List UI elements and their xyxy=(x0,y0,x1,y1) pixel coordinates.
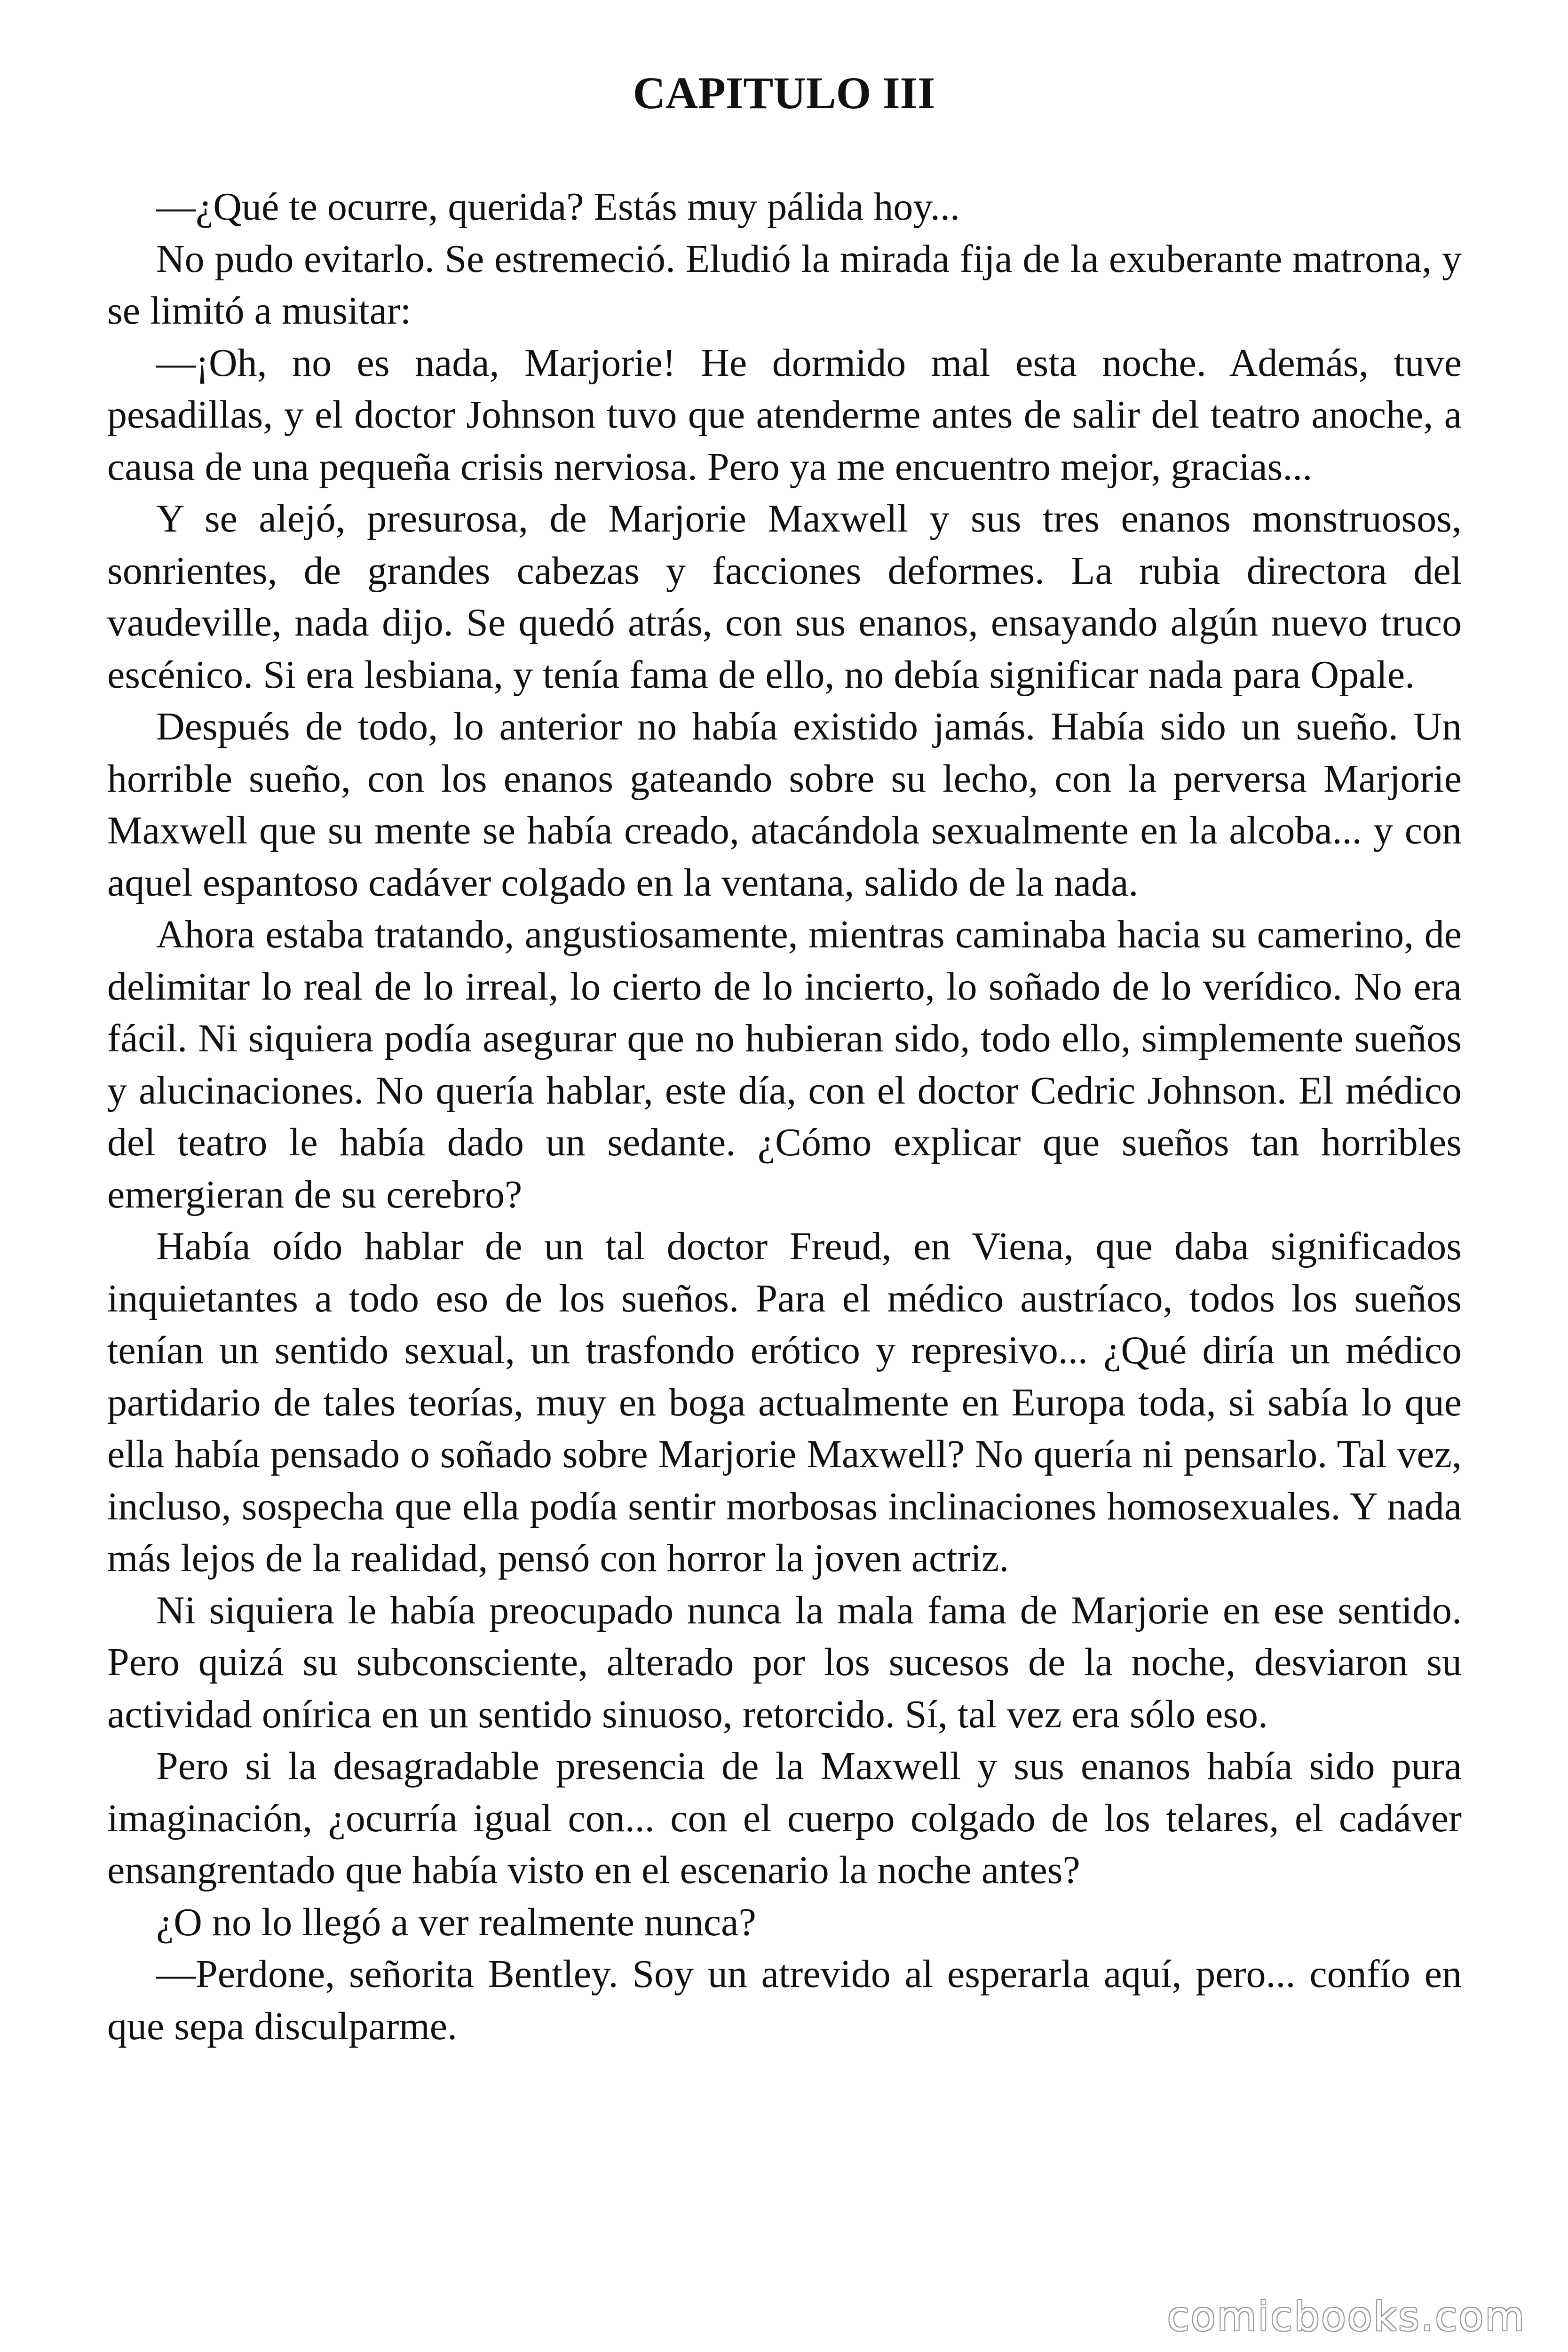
paragraph: Después de todo, lo anterior no había existido jamás. Había sido un sueño. Un horrible sueño, con los enanos gateando sobre su lecho, con la perversa Marjorie Maxwell que su mente se había creado, atacándola sexualmente en la alcoba... y con aquel espantoso cadáver colgado en la ventana, salido de la nada. xyxy=(107,705,1462,905)
paragraph: Y se alejó, presurosa, de Marjorie Maxwell y sus tres enanos monstruosos, sonrientes, de grandes cabezas y facciones deformes. La rubia directora del vaudeville, nada dijo. Se quedó atrás, con sus enanos, ensayando algún nuevo truco escénico. Si era lesbiana, y tenía fama de ello, no debía significar nada para Opale. xyxy=(107,497,1462,697)
paragraph: Pero si la desagradable presencia de la Maxwell y sus enanos había sido pura imaginación, ¿ocurría igual con... con el cuerpo colgado de los telares, el cadáver ensangrentado que había visto en el escenario la noche antes? xyxy=(107,1744,1462,1892)
watermark: comicbooks.com xyxy=(1167,2293,1526,2340)
paragraph: Ni siquiera le había preocupado nunca la mala fama de Marjorie en ese sentido. Pero quizá su subconsciente, alterado por los sucesos de la noche, desviaron su actividad onírica en un sentido sinuoso, retorcido. Sí, tal vez era sólo eso. xyxy=(107,1588,1462,1736)
body-text xyxy=(107,181,1462,2052)
paragraph: —¿Qué te ocurre, querida? Estás muy pálida hoy... xyxy=(156,185,960,229)
paragraph: Ahora estaba tratando, angustiosamente, mientras caminaba hacia su camerino, de delimitar lo real de lo irreal, lo cierto de lo incierto, lo soñado de lo verídico. No era fácil. Ni siquiera podía asegurar que no hubieran sido, todo ello, simplemente sueños y alucinaciones. No quería hablar, este día, con el doctor Cedric Johnson. El médico del teatro le había dado un sedante. ¿Cómo explicar que sueños tan horribles emergieran de su cerebro? xyxy=(107,913,1462,1216)
paragraph: —¡Oh, no es nada, Marjorie! He dormido mal esta noche. Además, tuve pesadillas, y el doctor Johnson tuvo que atenderme antes de salir del teatro anoche, a causa de una pequeña crisis nerviosa. Pero ya me encuentro mejor, gracias... xyxy=(107,341,1462,489)
paragraph: ¿O no lo llegó a ver realmente nunca? xyxy=(156,1900,756,1944)
paragraph: Había oído hablar de un tal doctor Freud, en Viena, que daba significados inquietantes a todo eso de los sueños. Para el médico austríaco, todos los sueños tenían un sentido sexual, un trasfondo erótico y represivo... ¿Qué diría un médico partidario de tales teorías, muy en boga actualmente en Europa toda, si sabía lo que ella había pensado o soñado sobre Marjorie Maxwell? No quería ni pensarlo. Tal vez, incluso, sospecha que ella podía sentir morbosas inclinaciones homosexuales. Y nada más lejos de la realidad, pensó con horror la joven actriz. xyxy=(107,1224,1462,1580)
paragraph: No pudo evitarlo. Se estremeció. Eludió la mirada fija de la exuberante matrona, y se limitó a musitar: xyxy=(107,237,1462,333)
paragraph: —Perdone, señorita Bentley. Soy un atrevido al esperarla aquí, pero... confío en que sepa disculparme. xyxy=(107,1952,1462,2048)
chapter-title: CAPITULO III xyxy=(633,68,935,118)
